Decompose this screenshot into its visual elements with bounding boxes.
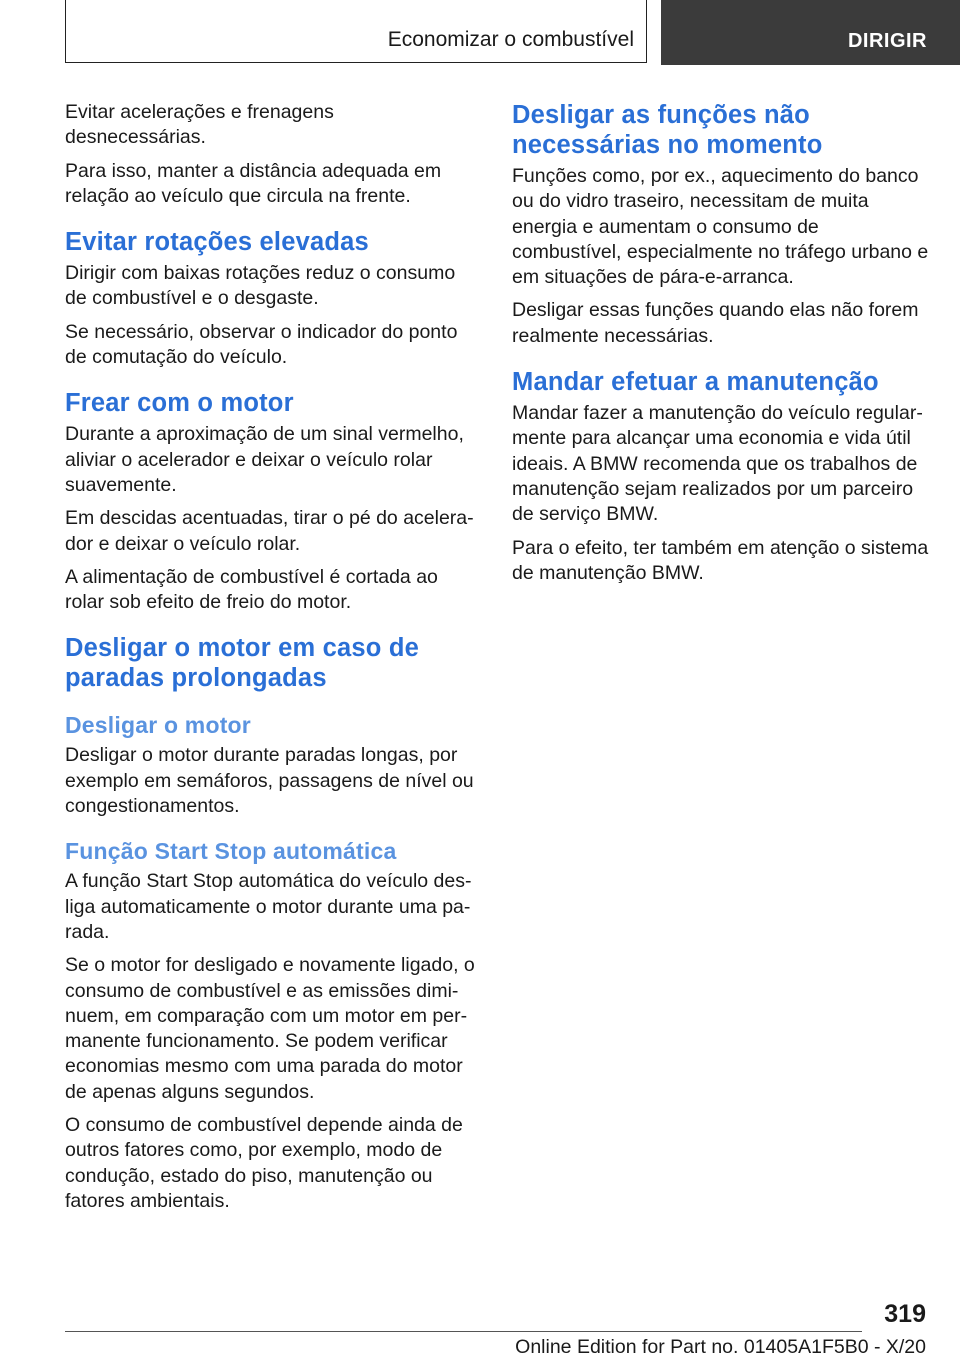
section-frear-motor — [65, 388, 480, 615]
section-heading: Desligar o motor em caso de paradas prolongadas — [65, 634, 420, 693]
paragraph: Desligar o motor durante paradas longas, por exemplo em semáforos, passagens de nível ou congestionamentos. — [65, 744, 474, 818]
footer-divider — [65, 1331, 862, 1332]
section-manutencao — [512, 367, 930, 586]
section-heading: Mandar efetuar a manutenção — [512, 368, 879, 397]
chapter-title: DIRIGIR — [847, 30, 927, 52]
paragraph: Durante a aproximação de um sinal vermelho, aliviar o acelerador e deixar o veículo rolar suavemente. — [65, 423, 464, 496]
paragraph: Para isso, manter a distância adequada em relação ao veículo que circula na frente. — [65, 159, 442, 207]
paragraph: Desligar essas funções quando elas não forem realmente necessárias. — [512, 299, 919, 347]
page-number: 319 — [884, 1300, 926, 1328]
section-header-box — [65, 0, 647, 63]
section-title: Economizar o combustível — [387, 28, 634, 51]
section-evitar-rotacoes — [65, 227, 480, 370]
section-desligar-motor-paradas — [65, 633, 480, 693]
subsection-desligar-motor — [65, 711, 480, 819]
subsection-heading: Desligar o motor — [65, 712, 251, 739]
section-heading: Frear com o motor — [65, 389, 294, 418]
paragraph: Para o efeito, ter também em atenção o sistema de manutenção BMW. — [512, 536, 929, 584]
paragraph: Se o motor for desligado e novamente ligado, o consumo de combustível e as emissões diminuem, em comparação com um motor em permanente funcionamento. Se podem verificar economias mesmo com uma parada do motor de apenas alguns segundos. — [65, 954, 475, 1103]
paragraph: Em descidas acentuadas, tirar o pé do acelerador e deixar o veículo rolar. — [65, 507, 474, 555]
chapter-tab — [661, 0, 960, 65]
section-desligar-funcoes — [512, 100, 930, 349]
paragraph: O consumo de combustível depende ainda de outros fatores como, por exemplo, modo de condução, estado do piso, manutenção ou fatores ambientais. — [65, 1114, 463, 1212]
paragraph: A função Start Stop automática do veículo desliga automaticamente o motor durante uma parada. — [65, 870, 472, 943]
paragraph: Evitar acelerações e frenagens desnecessárias. — [65, 101, 334, 149]
right-column — [512, 100, 930, 594]
footer-edition: Online Edition for Part no. 01405A1F5B0 - X/20 — [515, 1336, 926, 1358]
paragraph: Dirigir com baixas rotações reduz o consumo de combustível e o desgaste. — [65, 262, 456, 310]
section-heading: Desligar as funções não necessárias no momento — [512, 101, 823, 159]
paragraph: Mandar fazer a manutenção do veículo regularmente para alcançar uma economia e vida útil ideais. A BMW recomenda que os trabalhos de manutenção sejam realizados por um parceiro de serviço BMW. — [512, 402, 923, 526]
paragraph: Se necessário, observar o indicador do ponto de comutação do veículo. — [65, 320, 458, 369]
subsection-heading: Função Start Stop automática — [65, 838, 397, 865]
paragraph: A alimentação de combustível é cortada ao rolar sob efeito de freio do motor. — [65, 565, 438, 614]
page-header — [0, 0, 960, 66]
left-column — [65, 100, 480, 1222]
paragraph: Funções como, por ex., aquecimento do banco ou do vidro traseiro, necessitam de muita energia e aumentam o consumo de combustível, especialmente no tráfego urbano e em situações de pára-e-arranca. — [512, 165, 929, 289]
subsection-start-stop — [65, 837, 480, 1214]
section-heading: Evitar rotações elevadas — [65, 228, 369, 257]
